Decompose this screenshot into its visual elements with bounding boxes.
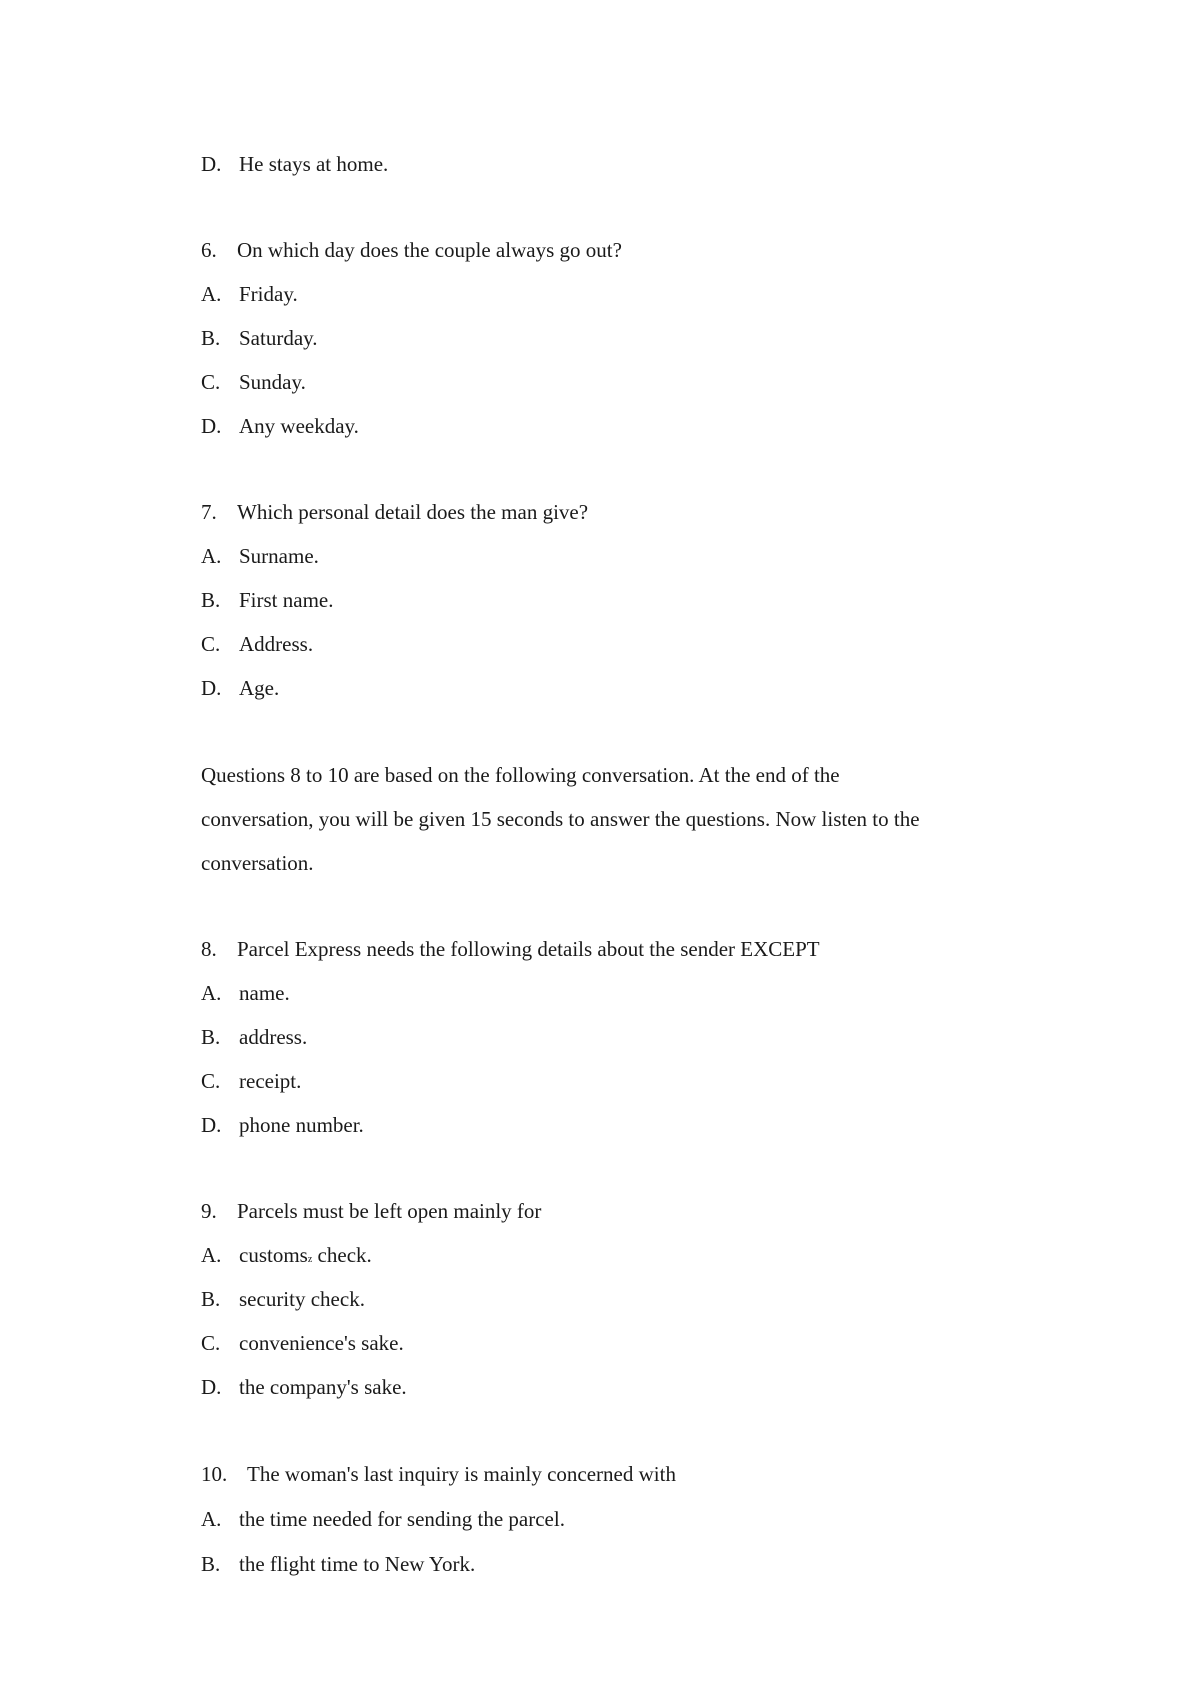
- option-q10-b: [201, 1552, 475, 1576]
- option-text: the company's sake.: [239, 1375, 407, 1399]
- question-number: 6.: [201, 238, 217, 262]
- option-text: phone number.: [239, 1113, 364, 1137]
- option-text: [239, 1243, 372, 1267]
- option-q7-d: [201, 676, 279, 700]
- instructions-line-3: conversation.: [201, 851, 314, 875]
- question-6: [201, 238, 622, 262]
- option-text: the flight time to New York.: [239, 1552, 476, 1576]
- question-stem: Which personal detail does the man give?: [237, 500, 589, 524]
- option-q10-a: [201, 1507, 565, 1531]
- option-text: Any weekday.: [239, 414, 359, 438]
- question-10: [201, 1462, 676, 1486]
- option-letter: C.: [201, 1069, 221, 1093]
- option-text: the time needed for sending the parcel.: [239, 1507, 565, 1531]
- option-q7-b: [201, 588, 334, 612]
- question-8: [201, 937, 820, 961]
- option-q8-c: [201, 1069, 301, 1093]
- option-text: convenience's sake.: [239, 1331, 404, 1355]
- option-q5-d: [201, 152, 388, 176]
- option-letter: B.: [201, 588, 221, 612]
- option-letter: C.: [201, 370, 221, 394]
- option-text: Sunday.: [239, 370, 306, 394]
- option-q7-c: [201, 632, 313, 656]
- option-q9-b: [201, 1287, 365, 1311]
- option-letter: D.: [201, 1375, 222, 1399]
- option-q9-c: [201, 1331, 404, 1355]
- question-number: 8.: [201, 937, 217, 961]
- question-stem: Parcel Express needs the following details about the sender EXCEPT: [237, 937, 820, 961]
- option-letter: D.: [201, 152, 222, 176]
- instructions-line-1: Questions 8 to 10 are based on the following conversation. At the end of the: [201, 763, 840, 787]
- option-text-subscript: z: [307, 1254, 313, 1265]
- instructions-line-2: conversation, you will be given 15 seconds to answer the questions. Now listen to the: [201, 807, 920, 831]
- option-q7-a: [201, 544, 319, 568]
- option-letter: B.: [201, 326, 221, 350]
- option-letter: B.: [201, 1025, 221, 1049]
- question-stem: The woman's last inquiry is mainly concerned with: [247, 1462, 676, 1486]
- option-text: First name.: [239, 588, 334, 612]
- option-letter: A.: [201, 282, 222, 306]
- option-letter: C.: [201, 1331, 221, 1355]
- option-q6-a: [201, 282, 298, 306]
- option-letter: B.: [201, 1287, 221, 1311]
- option-q8-b: [201, 1025, 307, 1049]
- question-9: [201, 1199, 541, 1223]
- question-stem: Parcels must be left open mainly for: [237, 1199, 542, 1223]
- option-letter: A.: [201, 1243, 222, 1267]
- option-letter: A.: [201, 981, 222, 1005]
- question-number: 9.: [201, 1199, 217, 1223]
- option-text: Age.: [239, 676, 280, 700]
- option-text: He stays at home.: [239, 152, 389, 176]
- option-q8-a: [201, 981, 290, 1005]
- option-letter: B.: [201, 1552, 221, 1576]
- option-q6-d: [201, 414, 359, 438]
- question-number: 7.: [201, 500, 217, 524]
- option-text: Friday.: [239, 282, 298, 306]
- option-letter: D.: [201, 414, 222, 438]
- option-letter: D.: [201, 1113, 222, 1137]
- option-letter: C.: [201, 632, 221, 656]
- option-q8-d: [201, 1113, 364, 1137]
- option-letter: A.: [201, 544, 222, 568]
- option-letter: D.: [201, 676, 222, 700]
- option-text-part: customs: [239, 1243, 308, 1267]
- option-text: security check.: [239, 1287, 365, 1311]
- option-letter: A.: [201, 1507, 222, 1531]
- question-7: [201, 500, 588, 524]
- option-text: Address.: [239, 632, 314, 656]
- option-q6-c: [201, 370, 306, 394]
- option-q9-d: [201, 1375, 407, 1399]
- option-q9-a: [201, 1243, 372, 1272]
- option-text: name.: [239, 981, 290, 1005]
- option-text-part: check.: [312, 1243, 372, 1267]
- option-text: Saturday.: [239, 326, 318, 350]
- option-q6-b: [201, 326, 318, 350]
- question-number: 10.: [201, 1462, 228, 1486]
- option-text: address.: [239, 1025, 308, 1049]
- option-text: Surname.: [239, 544, 319, 568]
- option-text: receipt.: [239, 1069, 302, 1093]
- question-stem: On which day does the couple always go out?: [237, 238, 622, 262]
